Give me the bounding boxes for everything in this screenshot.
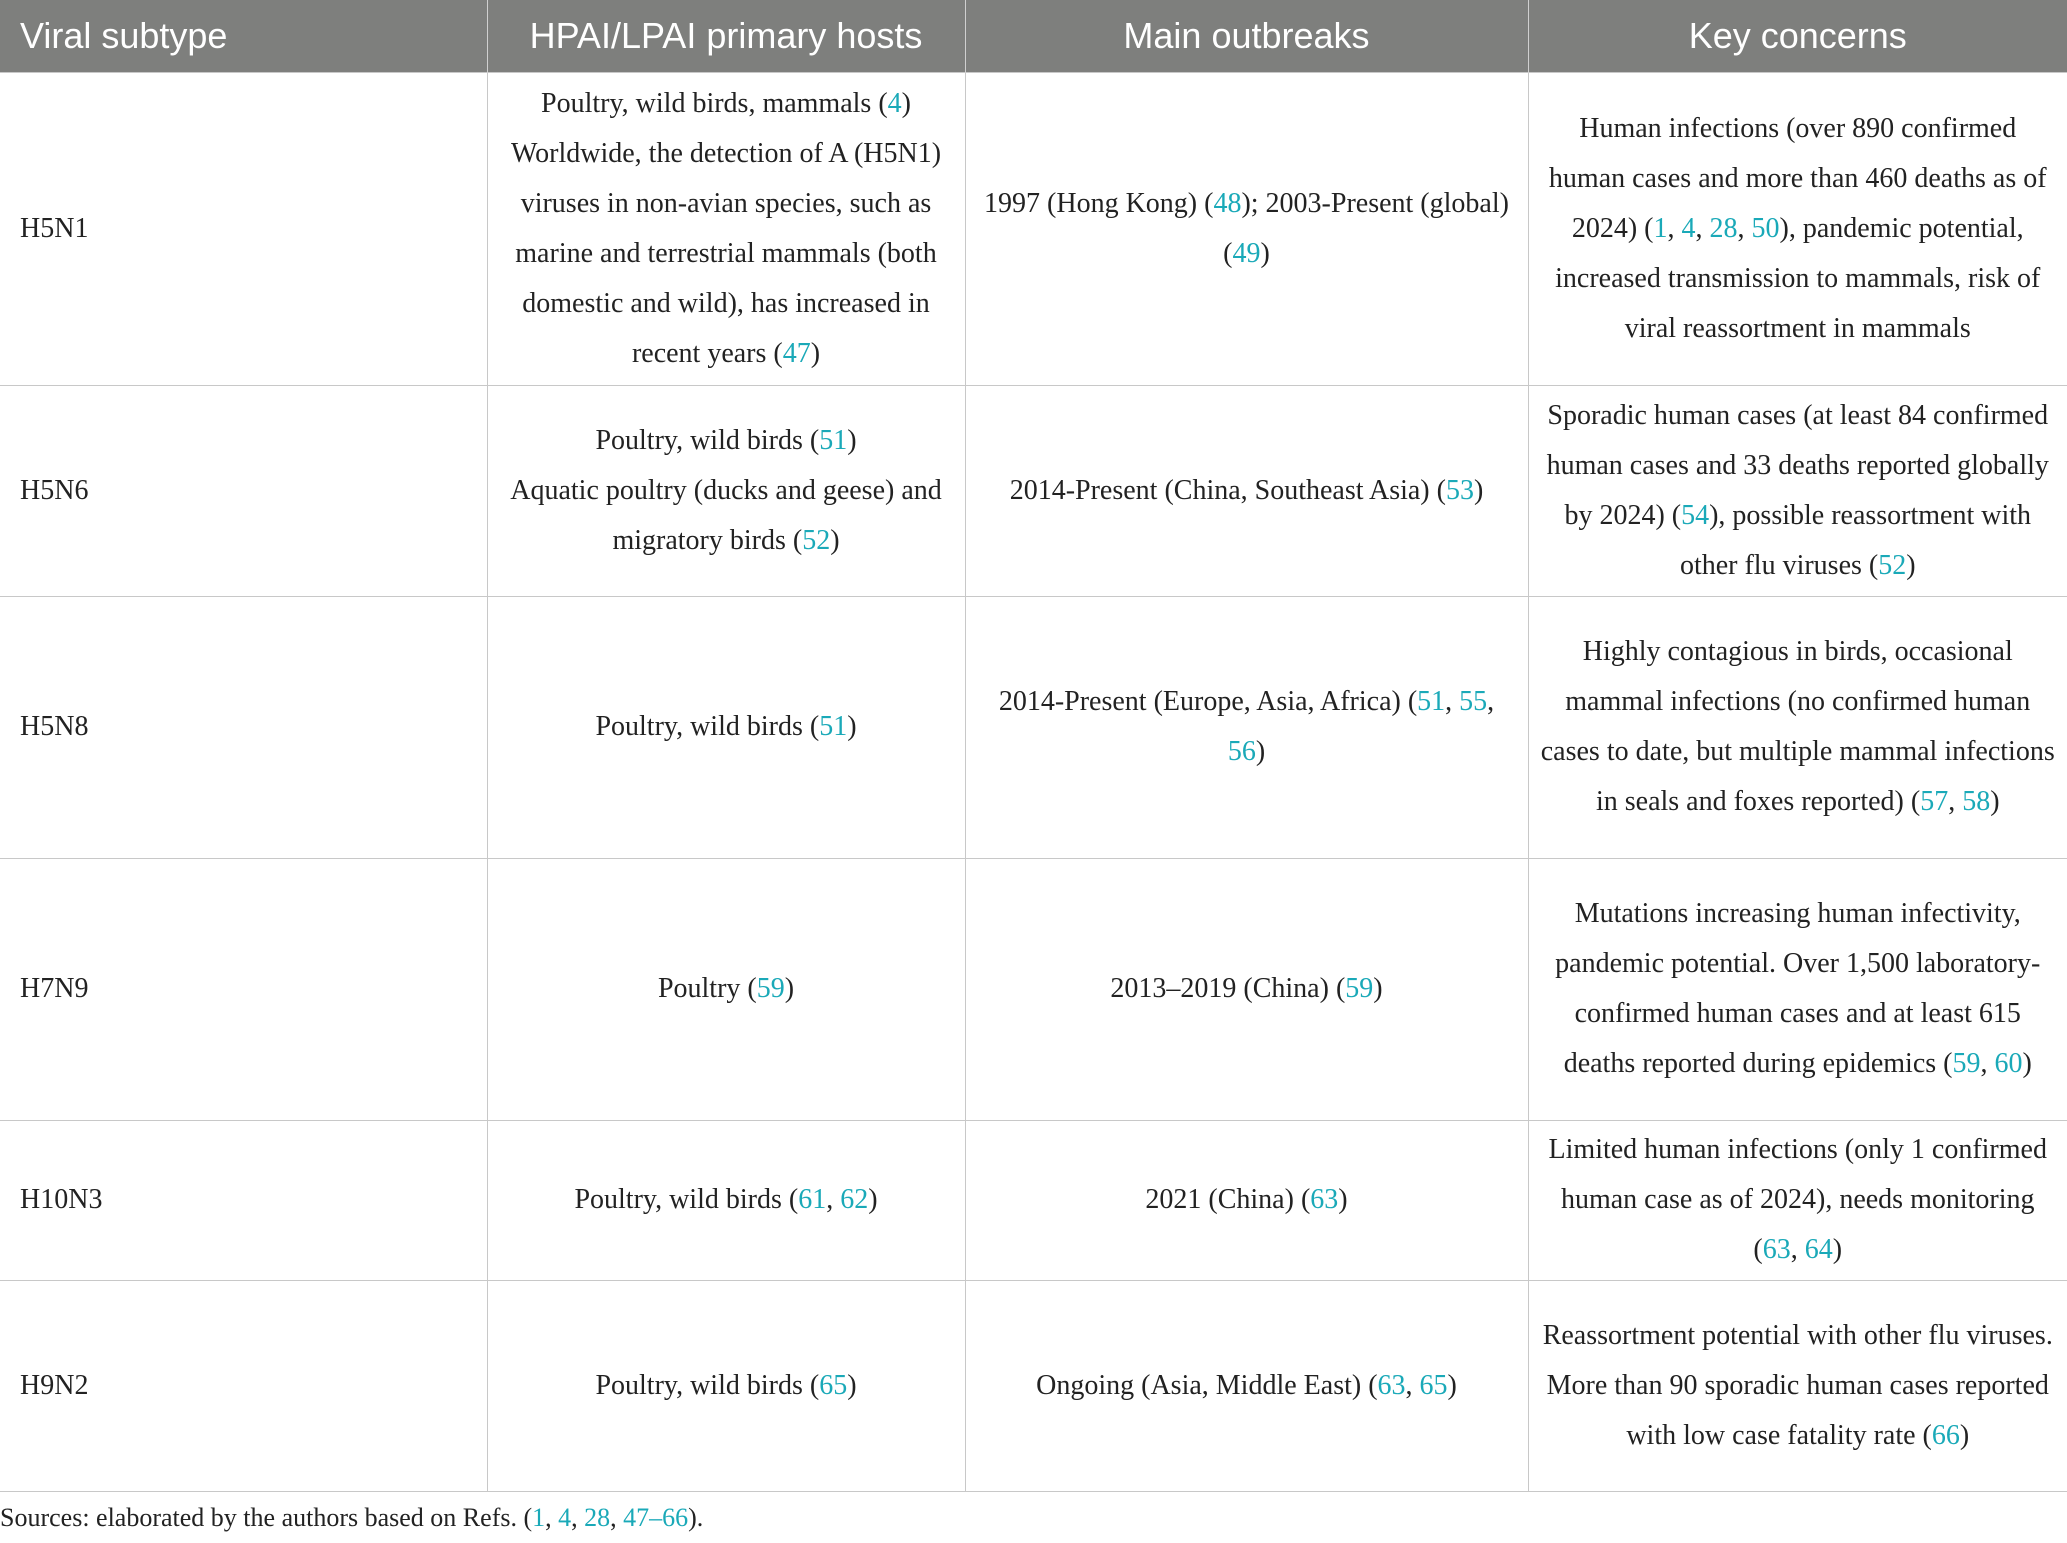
table-row — [0, 1280, 2067, 1491]
reference-link[interactable]: 52 — [802, 524, 831, 556]
reference-link[interactable]: 63 — [1762, 1234, 1791, 1265]
table-row — [0, 1120, 2067, 1280]
table-row — [0, 72, 2067, 385]
cell-concerns: Highly contagious in birds, occasional mammal infections (no confirmed human cases to date, but multiple mammal infections in seals and foxes reported) (57, 58) — [1528, 596, 2067, 858]
table-row — [0, 858, 2067, 1120]
cell-concerns: Human infections (over 890 confirmed human cases and more than 460 deaths as of 2024) (1, 4, 28, 50), pandemic potential, increased transmission to mammals, risk of viral reassortment in mammals — [1528, 72, 2067, 385]
cell-concerns: Sporadic human cases (at least 84 confirmed human cases and 33 deaths reported globally by 2024) (54), possible reassortment with other flu viruses (52) — [1528, 385, 2067, 596]
cell-concerns: Reassortment potential with other flu viruses. More than 90 sporadic human cases reported with low case fatality rate (66) — [1528, 1280, 2067, 1491]
cell-subtype: H10N3 — [0, 1120, 487, 1280]
reference-link[interactable]: 60 — [1994, 1048, 2023, 1079]
reference-link[interactable]: 4 — [1681, 212, 1696, 244]
reference-link[interactable]: 52 — [1878, 549, 1907, 581]
cell-hosts — [487, 72, 965, 385]
cell-hosts: Poultry (59) — [487, 858, 965, 1120]
cell-outbreaks: 2013–2019 (China) (59) — [965, 858, 1528, 1120]
cell-line: Poultry, wild birds (51) — [595, 424, 857, 456]
reference-link[interactable]: 61 — [798, 1184, 827, 1215]
table-row — [0, 385, 2067, 596]
reference-link[interactable]: 66 — [1931, 1419, 1960, 1451]
cell-outbreaks: 2014-Present (Europe, Asia, Africa) (51, 55, 56) — [965, 596, 1528, 858]
reference-link[interactable]: 65 — [819, 1369, 848, 1401]
cell-line: Poultry, wild birds, mammals (4) — [541, 87, 911, 119]
cell-hosts — [487, 385, 965, 596]
reference-link[interactable]: 4 — [558, 1503, 572, 1532]
cell-outbreaks: 1997 (Hong Kong) (48); 2003-Present (global) (49) — [965, 72, 1528, 385]
reference-link[interactable]: 58 — [1962, 786, 1991, 817]
cell-concerns: Limited human infections (only 1 confirmed human case as of 2024), needs monitoring (63, 64) — [1528, 1120, 2067, 1280]
reference-link[interactable]: 48 — [1213, 187, 1242, 219]
reference-link[interactable]: 59 — [756, 973, 785, 1004]
reference-link[interactable]: 4 — [887, 87, 902, 119]
cell-line: Aquatic poultry (ducks and geese) and migratory birds (52) — [510, 474, 942, 556]
reference-link[interactable]: 50 — [1751, 212, 1780, 244]
header-viral-subtype: Viral subtype — [0, 0, 487, 72]
cell-outbreaks: Ongoing (Asia, Middle East) (63, 65) — [965, 1280, 1528, 1491]
reference-link[interactable]: 51 — [819, 711, 848, 742]
reference-link[interactable]: 63 — [1310, 1184, 1339, 1215]
reference-link[interactable]: 62 — [840, 1184, 869, 1215]
reference-link[interactable]: 56 — [1227, 736, 1256, 767]
reference-link[interactable]: 51 — [819, 424, 848, 456]
cell-line: Worldwide, the detection of A (H5N1) viruses in non-avian species, such as marine and terrestrial mammals (both domestic and wild), has increased in recent years (47) — [510, 137, 942, 369]
reference-link[interactable]: 47–66 — [623, 1503, 689, 1532]
reference-link[interactable]: 1 — [532, 1503, 546, 1532]
header-primary-hosts: HPAI/LPAI primary hosts — [487, 0, 965, 72]
cell-concerns: Mutations increasing human infectivity, pandemic potential. Over 1,500 laboratory-confirmed human cases and at least 615 deaths reported during epidemics (59, 60) — [1528, 858, 2067, 1120]
cell-subtype: H5N8 — [0, 596, 487, 858]
cell-subtype: H9N2 — [0, 1280, 487, 1491]
cell-hosts: Poultry, wild birds (51) — [487, 596, 965, 858]
header-key-concerns: Key concerns — [1528, 0, 2067, 72]
reference-link[interactable]: 63 — [1377, 1369, 1406, 1401]
reference-link[interactable]: 57 — [1920, 786, 1949, 817]
cell-hosts: Poultry, wild birds (61, 62) — [487, 1120, 965, 1280]
reference-link[interactable]: 54 — [1681, 499, 1710, 531]
reference-link[interactable]: 28 — [584, 1503, 611, 1532]
reference-link[interactable]: 55 — [1459, 686, 1488, 717]
reference-link[interactable]: 59 — [1952, 1048, 1981, 1079]
reference-link[interactable]: 64 — [1804, 1234, 1833, 1265]
table-footnote: Sources: elaborated by the authors based on Refs. (1, 4, 28, 47–66). — [0, 1503, 704, 1532]
cell-subtype: H5N6 — [0, 385, 487, 596]
reference-link[interactable]: 59 — [1345, 973, 1374, 1004]
header-main-outbreaks: Main outbreaks — [965, 0, 1528, 72]
cell-subtype: H5N1 — [0, 72, 487, 385]
cell-outbreaks: 2021 (China) (63) — [965, 1120, 1528, 1280]
reference-link[interactable]: 28 — [1709, 212, 1738, 244]
cell-outbreaks: 2014-Present (China, Southeast Asia) (53) — [965, 385, 1528, 596]
header-row — [0, 0, 2067, 72]
reference-link[interactable]: 1 — [1653, 212, 1668, 244]
cell-hosts: Poultry, wild birds (65) — [487, 1280, 965, 1491]
reference-link[interactable]: 51 — [1417, 686, 1446, 717]
reference-link[interactable]: 49 — [1232, 237, 1261, 269]
cell-subtype: H7N9 — [0, 858, 487, 1120]
table-row — [0, 596, 2067, 858]
reference-link[interactable]: 65 — [1419, 1369, 1448, 1401]
reference-link[interactable]: 47 — [782, 337, 811, 369]
reference-link[interactable]: 53 — [1445, 474, 1474, 506]
